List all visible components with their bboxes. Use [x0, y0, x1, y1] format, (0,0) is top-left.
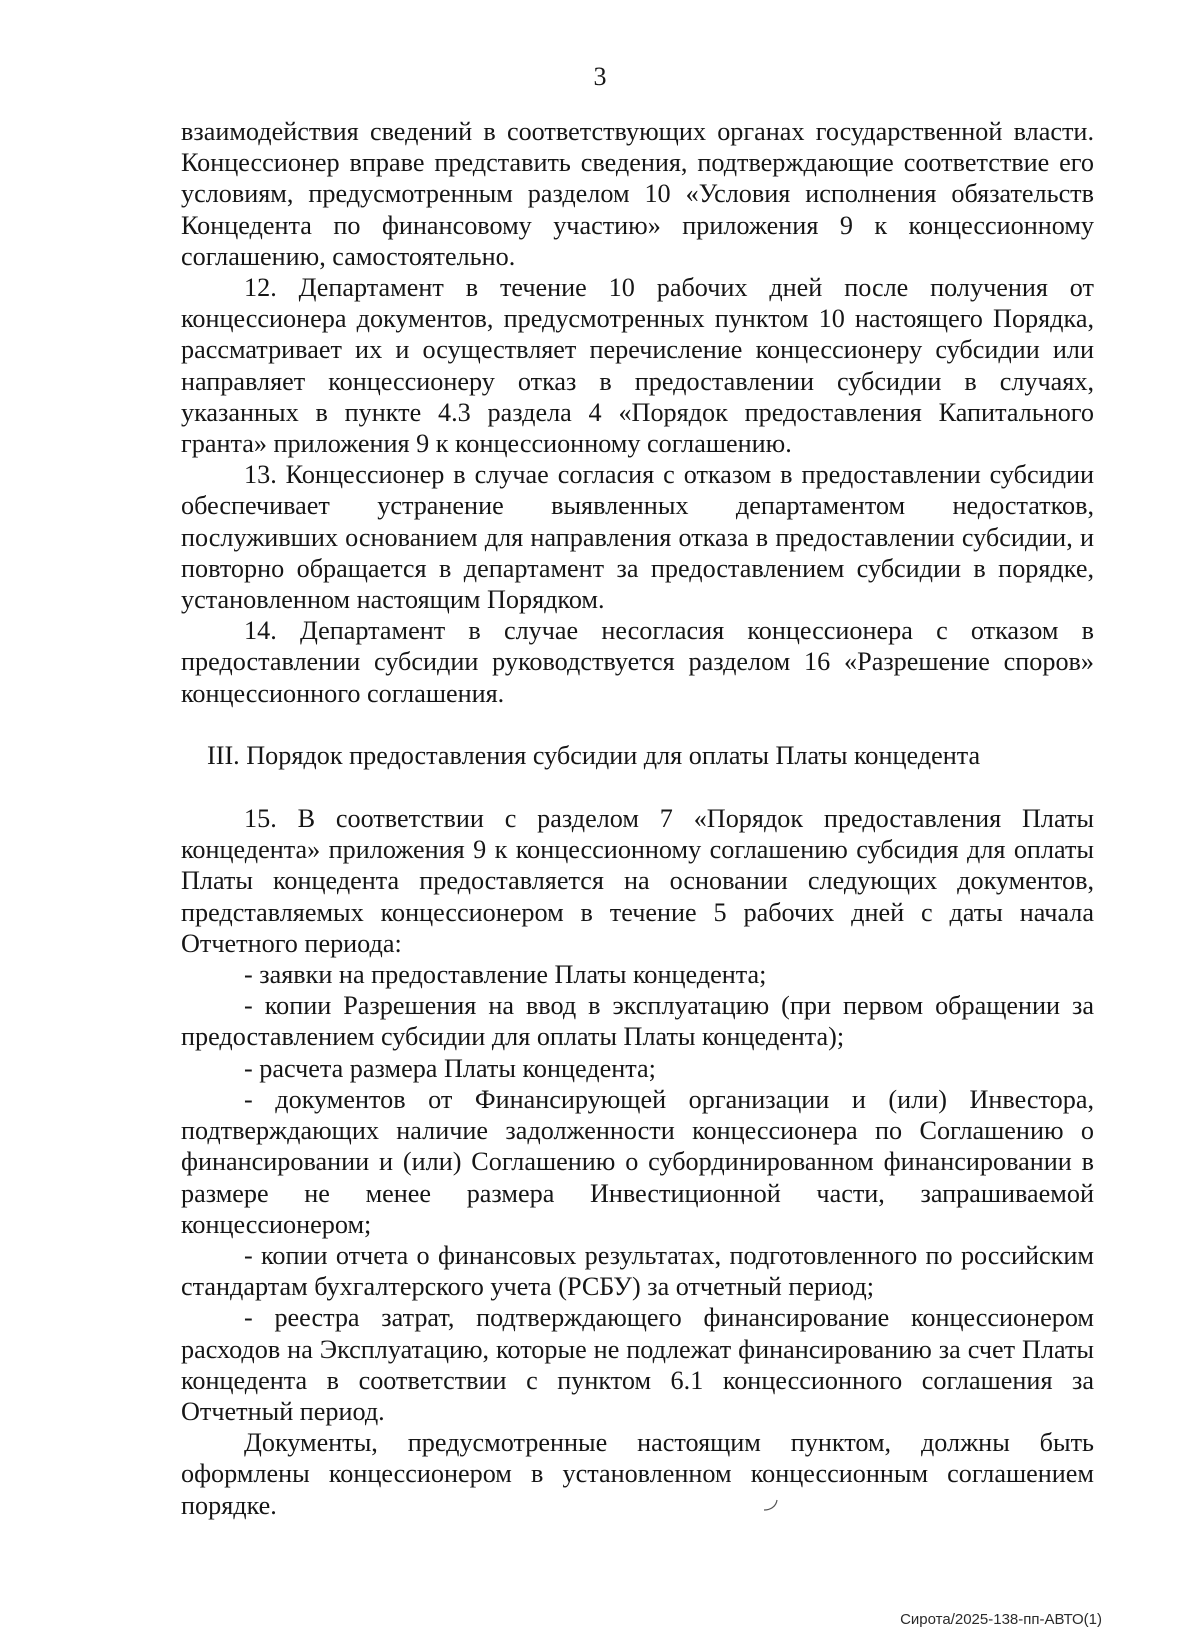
document-body [181, 116, 1094, 1521]
list-item-permit-copy: - копии Разрешения на ввод в эксплуатацию (при первом обращении за предоставлением субсидии для оплаты Платы концедента); [181, 991, 1094, 1052]
page-number: 3 [593, 62, 607, 91]
paragraph-14: 14. Департамент в случае несогласия концессионера с отказом в предоставлении субсидии руководствуется разделом 16 «Разрешение споров» концессионного соглашения. [181, 616, 1094, 708]
paragraph-documents-note: Документы, предусмотренные настоящим пунктом, должны быть оформлены концессионером в установленном концессионным соглашением порядке. [181, 1428, 1094, 1520]
list-item-financing-documents: - документов от Финансирующей организации и (или) Инвестора, подтверждающих наличие задолженности концессионера по Соглашению о финансировании и (или) Соглашению о субординированном финансировании в размере не менее размера Инвестиционной части, запрашиваемой концессионером; [181, 1084, 1094, 1239]
list-item-financial-report: - копии отчета о финансовых результатах, подготовленного по российским стандартам бухгалтерского учета (РСБУ) за отчетный период; [181, 1240, 1094, 1302]
list-item-fee-calculation: - расчета размера Платы концедента; [244, 1053, 656, 1083]
paragraph-15: 15. В соответствии с разделом 7 «Порядок предоставления Платы концедента» приложения 9 к концессионному соглашению субсидия для оплаты Платы концедента предоставляется на основании следующих документов, представляемых концессионером в течение 5 рабочих дней с даты начала Отчетного периода: [181, 804, 1094, 958]
paragraph-12: 12. Департамент в течение 10 рабочих дней после получения от концессионера документов, предусмотренных пунктом 10 настоящего Порядка, рассматривает их и осуществляет перечисление концессионеру субсидии или направляет концессионеру отказ в предоставлении субсидии в случаях, указанных в пункте 4.3 раздела 4 «Порядок предоставления Капитального гранта» приложения 9 к концессионному соглашению. [181, 273, 1094, 459]
footer-document-code: Сирота/2025-138-пп-АВТО(1) [900, 1611, 1102, 1628]
list-item-cost-register: - реестра затрат, подтверждающего финансирование концессионером расходов на Эксплуатацию, которые не подлежат финансированию за счет Платы концедента в соответствии с пунктом 6.1 концессионного соглашения за Отчетный период. [181, 1303, 1094, 1426]
list-item-application: - заявки на предоставление Платы концедента; [244, 960, 767, 990]
scan-mark-icon [762, 1498, 780, 1512]
paragraph-13: 13. Концессионер в случае согласия с отказом в предоставлении субсидии обеспечивает устранение выявленных департаментом недостатков, послуживших основанием для направления отказа в предоставлении субсидии, и повторно обращается в департамент за предоставлением субсидии в порядке, установленном настоящим Порядком. [181, 460, 1094, 615]
paragraph-11-continuation: взаимодействия сведений в соответствующих органах государственной власти. Концессионер вправе представить сведения, подтверждающие соответствие его условиям, предусмотренным разделом 10 «Условия исполнения обязательств Концедента по финансовому участию» приложения 9 к концессионному соглашению, самостоятельно. [181, 117, 1094, 271]
section-heading: III. Порядок предоставления субсидии для оплаты Платы концедента [207, 740, 981, 770]
